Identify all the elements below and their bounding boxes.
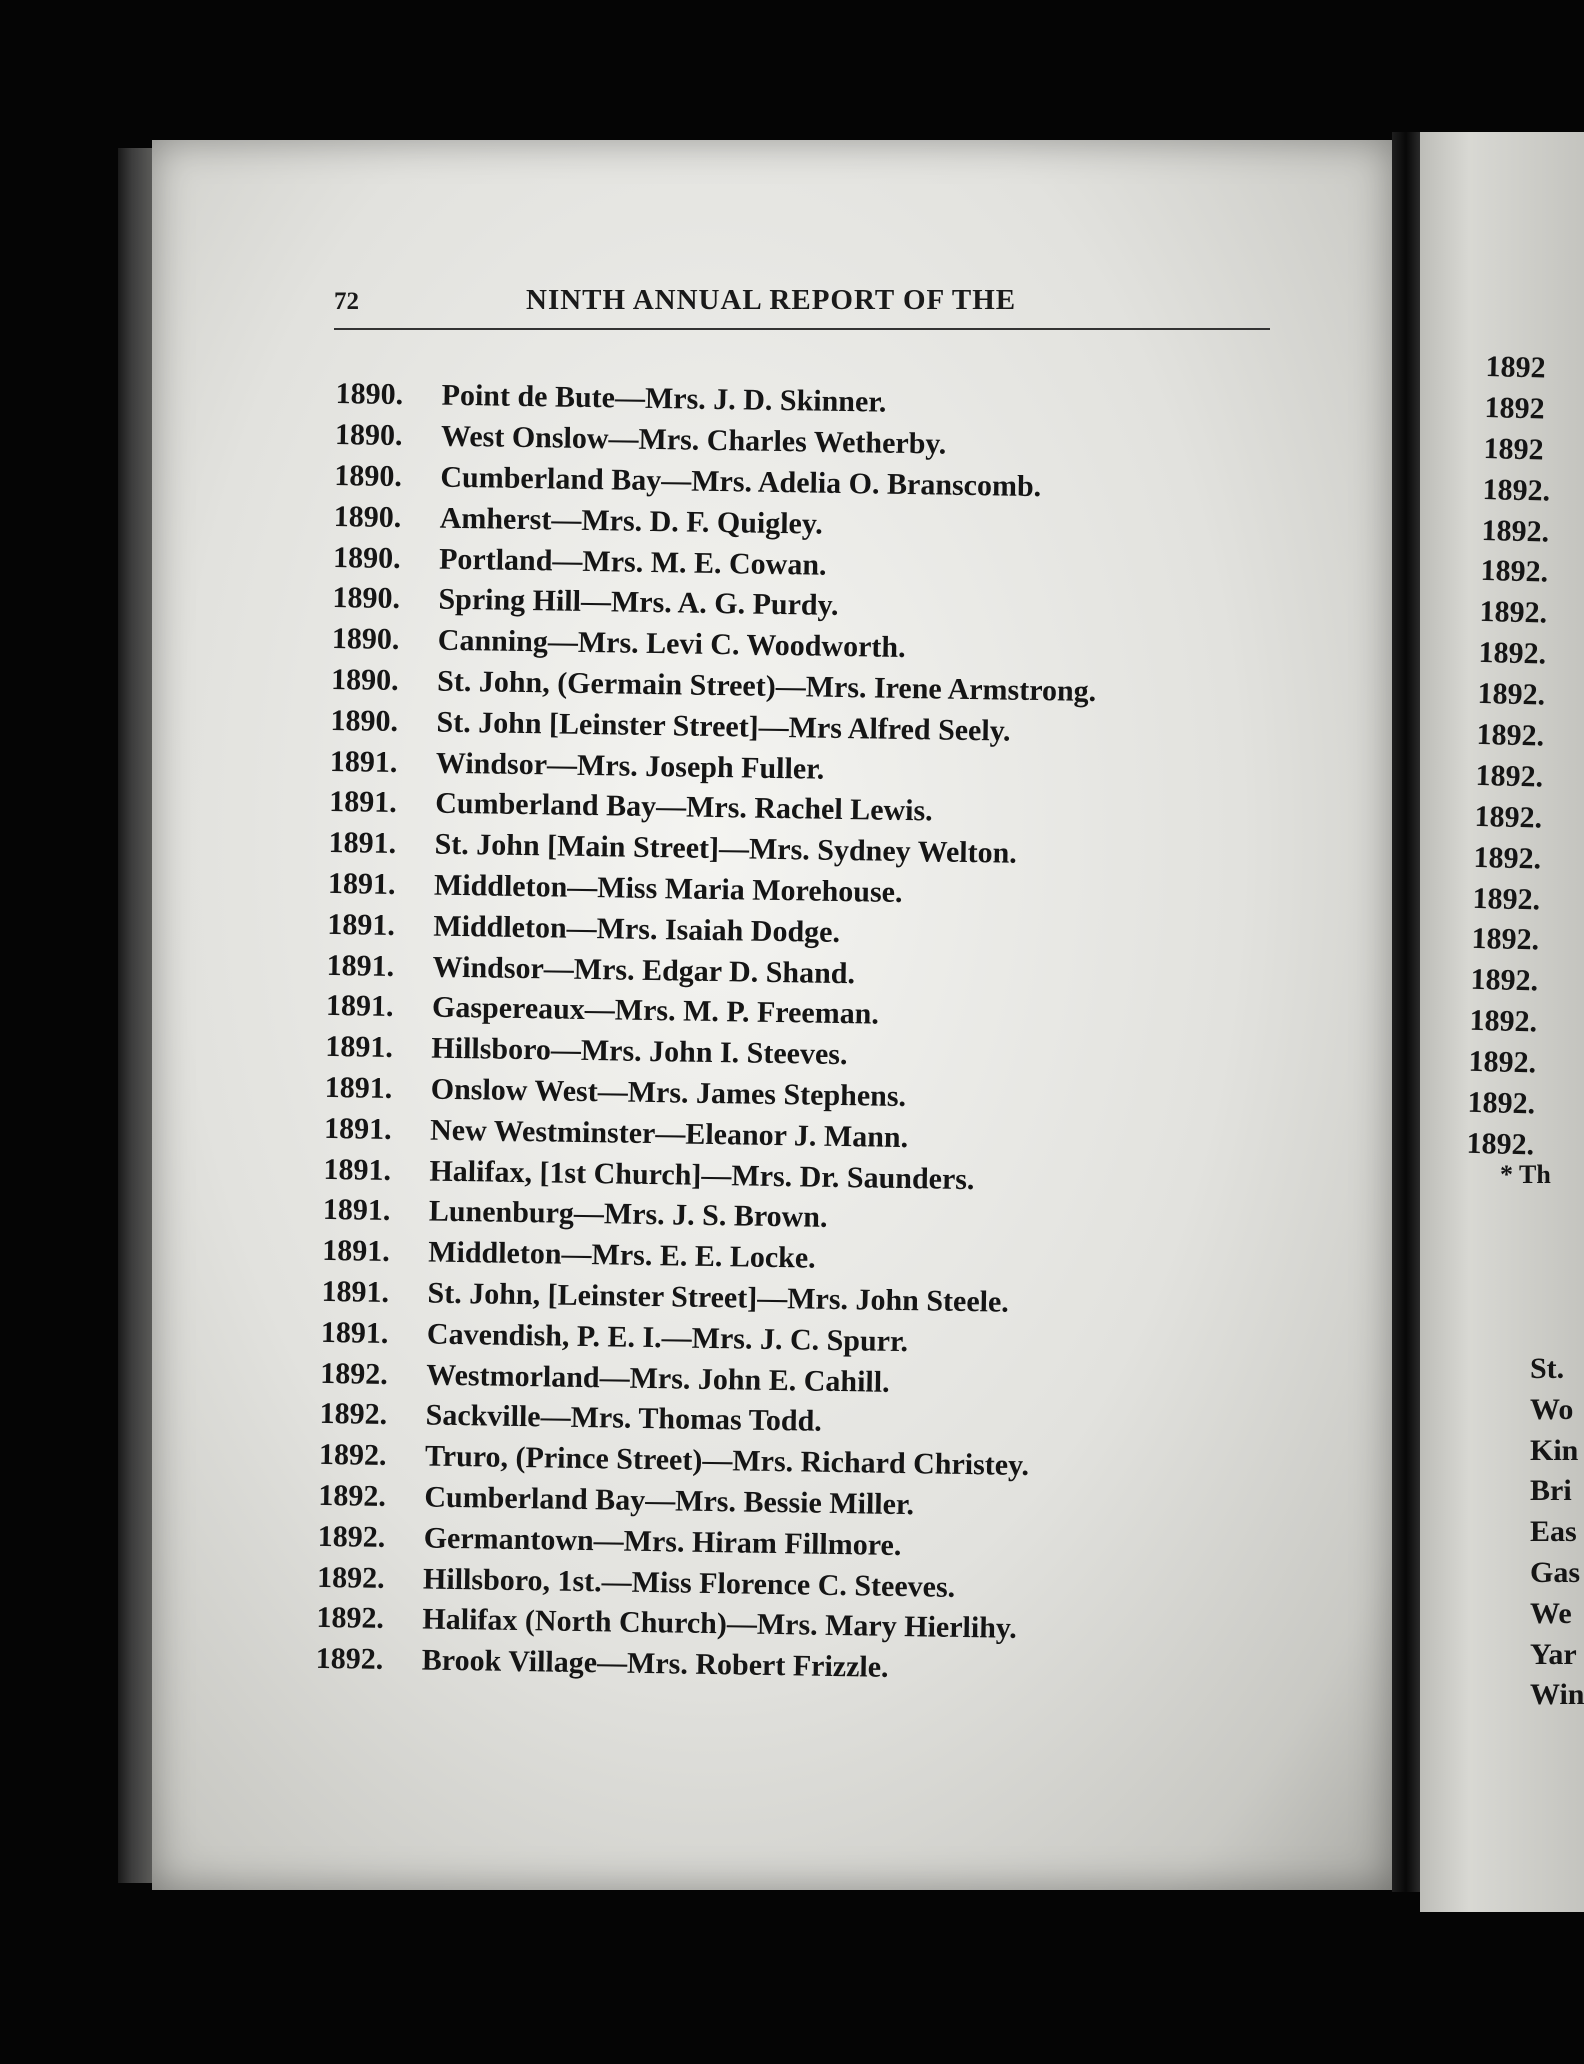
- facing-page-year: 1892.: [1470, 963, 1539, 998]
- entry-text: Windsor—Mrs. Edgar D. Shand.: [432, 950, 856, 990]
- entry-text: Westmorland—Mrs. John E. Cahill.: [426, 1358, 890, 1399]
- entry-year: 1891.: [323, 1111, 392, 1146]
- facing-page-place: Gas: [1530, 1555, 1581, 1589]
- facing-page-year: 1892.: [1482, 472, 1551, 508]
- facing-page-place: Eas: [1530, 1515, 1577, 1549]
- facing-page-year: 1892.: [1481, 513, 1550, 549]
- entry-year: 1892.: [318, 1478, 387, 1513]
- entry-text: Amherst—Mrs. D. F. Quigley.: [439, 501, 823, 541]
- entry-year: 1890.: [334, 458, 403, 494]
- entry-year: 1891.: [326, 948, 395, 983]
- entry-year: 1891.: [329, 785, 398, 820]
- facing-page-year: 1892.: [1477, 677, 1546, 712]
- entry-year: 1890.: [330, 703, 399, 738]
- facing-page-place: Yar: [1530, 1637, 1577, 1671]
- entry-year: 1891.: [322, 1193, 391, 1228]
- facing-page-year: 1892.: [1480, 554, 1549, 590]
- facing-page-note: * Th: [1500, 1160, 1551, 1189]
- entry-text: Cumberland Bay—Mrs. Bessie Miller.: [424, 1480, 915, 1522]
- entry-text: Halifax, [1st Church]—Mrs. Dr. Saunders.: [429, 1154, 975, 1196]
- entry-year: 1890.: [332, 581, 401, 616]
- entry-text: Middleton—Mrs. E. E. Locke.: [427, 1235, 816, 1275]
- entry-year: 1892.: [317, 1519, 386, 1554]
- entry-text: Spring Hill—Mrs. A. G. Purdy.: [438, 583, 839, 623]
- facing-page-places: [1530, 1352, 1584, 1719]
- entry-text: West Onslow—Mrs. Charles Wetherby.: [440, 419, 947, 461]
- entry-year: 1891.: [321, 1234, 390, 1269]
- entry-text: Cavendish, P. E. I.—Mrs. J. C. Spurr.: [426, 1317, 909, 1358]
- entry-year: 1892.: [316, 1560, 385, 1595]
- facing-page-place: We: [1530, 1596, 1572, 1630]
- facing-page-place: Wo: [1530, 1392, 1574, 1426]
- facing-page-place: St.: [1530, 1352, 1565, 1385]
- entry-text: Lunenburg—Mrs. J. S. Brown.: [428, 1194, 828, 1235]
- facing-page-place: Bri: [1530, 1474, 1572, 1508]
- running-head: NINTH ANNUAL REPORT OF THE: [526, 284, 1017, 316]
- entry-year: 1891.: [327, 907, 396, 942]
- facing-page-year: 1892.: [1475, 758, 1544, 794]
- entry-text: Halifax (North Church)—Mrs. Mary Hierlihy.: [422, 1602, 1018, 1646]
- entry-text: Onslow West—Mrs. James Stephens.: [430, 1072, 907, 1113]
- entry-text: Canning—Mrs. Levi C. Woodworth.: [437, 623, 906, 665]
- page-number: 72: [334, 288, 359, 315]
- facing-page-year: 1892.: [1468, 1044, 1537, 1080]
- facing-page-year: 1892.: [1467, 1085, 1536, 1121]
- facing-page-place: Kin: [1530, 1433, 1579, 1467]
- entry-year: 1890.: [335, 377, 404, 412]
- entry-year: 1891.: [329, 744, 398, 779]
- entry-text: Middleton—Mrs. Isaiah Dodge.: [433, 909, 841, 949]
- entry-year: 1891.: [325, 989, 394, 1024]
- page-header: [334, 268, 1270, 330]
- entry-list: [315, 374, 1235, 1693]
- entry-year: 1892.: [316, 1601, 385, 1636]
- entry-text: Hillsboro, 1st.—Miss Florence C. Steeves.: [422, 1562, 956, 1604]
- facing-page-place: Win: [1530, 1678, 1584, 1712]
- entry-text: New Westminster—Eleanor J. Mann.: [429, 1113, 909, 1154]
- entry-text: Middleton—Miss Maria Morehouse.: [433, 868, 903, 909]
- entry-text: St. John, (Germain Street)—Mrs. Irene Armstrong.: [436, 664, 1097, 708]
- entry-text: Sackville—Mrs. Thomas Todd.: [425, 1398, 823, 1439]
- entry-text: Cumberland Bay—Mrs. Rachel Lewis.: [435, 786, 933, 828]
- facing-page-year: 1892.: [1471, 922, 1540, 957]
- entry-year: 1890.: [331, 622, 400, 657]
- entry-year: 1892.: [318, 1437, 387, 1473]
- entry-text: Gaspereaux—Mrs. M. P. Freeman.: [431, 990, 880, 1031]
- entry-year: 1890.: [330, 662, 399, 697]
- entry-year: 1891.: [320, 1315, 389, 1350]
- facing-page-year: 1892.: [1476, 717, 1545, 753]
- entry-text: Point de Bute—Mrs. J. D. Skinner.: [441, 379, 887, 420]
- facing-page-year: 1892: [1484, 390, 1545, 426]
- entry-text: St. John, [Leinster Street]—Mrs. John Steele.: [427, 1276, 1010, 1319]
- facing-page-year: 1892.: [1478, 636, 1547, 671]
- page-edge-shadow: [118, 148, 152, 1883]
- entry-text: St. John [Main Street]—Mrs. Sydney Welton.: [434, 827, 1018, 870]
- entry-year: 1892.: [319, 1397, 388, 1432]
- facing-page-year: 1892.: [1473, 840, 1542, 876]
- entry-text: Hillsboro—Mrs. John I. Steeves.: [431, 1031, 848, 1072]
- entry-text: Cumberland Bay—Mrs. Adelia O. Branscomb.: [440, 460, 1042, 504]
- entry-year: 1892.: [315, 1641, 384, 1676]
- entry-text: Portland—Mrs. M. E. Cowan.: [438, 542, 827, 582]
- facing-page-year: 1892.: [1474, 799, 1543, 835]
- entry-text: Windsor—Mrs. Joseph Fuller.: [435, 746, 825, 786]
- entry-text: St. John [Leinster Street]—Mrs Alfred Seely.: [436, 705, 1011, 748]
- entry-text: Germantown—Mrs. Hiram Fillmore.: [423, 1521, 902, 1562]
- facing-page-year: 1892.: [1472, 881, 1541, 917]
- entry-year: 1891.: [328, 826, 397, 861]
- entry-year: 1891.: [325, 1030, 394, 1065]
- facing-page-year: 1892.: [1469, 1004, 1538, 1039]
- facing-page-year: 1892.: [1479, 595, 1548, 630]
- entry-year: 1891.: [321, 1274, 390, 1309]
- entry-year: 1890.: [332, 540, 401, 575]
- facing-page-year: 1892.: [1466, 1126, 1535, 1162]
- entry-text: Brook Village—Mrs. Robert Frizzle.: [421, 1643, 889, 1684]
- entry-year: 1890.: [334, 418, 403, 453]
- facing-page-year: 1892: [1483, 431, 1544, 467]
- book-gutter: [1392, 132, 1420, 1892]
- entry-year: 1891.: [327, 866, 396, 901]
- entry-year: 1890.: [333, 499, 402, 534]
- entry-year: 1892.: [320, 1356, 389, 1391]
- facing-page-year: 1892: [1485, 350, 1546, 385]
- entry-text: Truro, (Prince Street)—Mrs. Richard Christey.: [424, 1439, 1030, 1483]
- entry-year: 1891.: [324, 1070, 393, 1105]
- entry-year: 1891.: [323, 1152, 392, 1187]
